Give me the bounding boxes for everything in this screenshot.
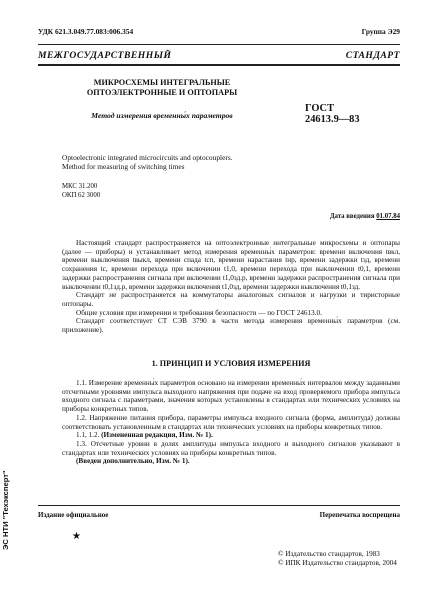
group-code: Группа Э29 — [361, 27, 400, 36]
intro-paragraph-4: Стандарт соответствует СТ СЭВ 3790 в части метода измерения временны́х параметров (см. приложение). — [62, 317, 400, 335]
intro-paragraph-2: Стандарт не распространяется на коммутаторы аналоговых сигналов и нагрузки и тиристорные оптопары. — [62, 291, 400, 308]
clause-1-1: 1.1. Измерение временны́х параметров основано на измерении временны́х интервалов между заданными отсчетными уровнями импульса выходного напряжения при подаче на вход проверяемого прибора импульса входного сигнала с параметрами, значения которых установлены в стандартах или технических условиях на приборы конкретных типов. — [62, 379, 400, 414]
reprint-forbidden: Перепечатка воспрещена — [319, 511, 400, 519]
banner-rule — [38, 64, 400, 66]
title-line-2: ОПТОЭЛЕКТРОННЫЕ И ОПТОПАРЫ — [86, 88, 238, 97]
footer-rule — [38, 505, 400, 506]
english-title-line-1: Optoelectronic integrated microcircuits and optocouplers. — [62, 153, 233, 162]
english-title — [62, 153, 272, 171]
amendment-text: (Измененная редакция, Изм. № 1). — [101, 431, 213, 440]
title-line-1: МИКРОСХЕМЫ ИНТЕГРАЛЬНЫЕ — [93, 78, 231, 87]
intro-paragraph-3: Общие условия при измерении и требования безопасности — по ГОСТ 24613.0. — [76, 308, 322, 317]
top-rule — [38, 44, 400, 45]
okp-code: ОКП 62 3000 — [62, 191, 101, 199]
copyright-1983: © Издательство стандартов, 1983 — [278, 550, 380, 558]
copyright — [278, 550, 397, 568]
clause-1-3: 1.3. Отсчетные уровни в долях амплитуды импульса входного и выходного сигналов указывают в стандартах или технических условиях на приборы конкретных типов. — [62, 439, 400, 457]
side-stamp: ЭС НТИ "Техэксперт" — [1, 470, 10, 550]
gost-code: 24613.9—83 — [305, 114, 360, 125]
section-1-text — [62, 379, 400, 466]
star-icon: ★ — [72, 531, 81, 542]
official-edition: Издание официальное — [38, 511, 109, 519]
clause-1-2: 1.2. Напряжение питания прибора, параметры импульса входного сигнала (форма, амплитуда) должны соответствовать установленным в стандартах или технических условиях на приборы конкретных типов. — [62, 413, 400, 431]
copyright-2004: © ИПК Издательство стандартов, 2004 — [278, 559, 397, 568]
amendment-ref: 1.1, 1.2. — [76, 431, 100, 440]
english-title-line-2: Method for measuring of switching times — [62, 162, 185, 171]
intro-paragraph-1: Настоящий стандарт распространяется на оптоэлектронные интегральные микросхемы и оптопары (далее — приборы) и устанавливает метод измерения временны́х параметров: времени включения tвкл, времени выключения tвыкл, времени спада tсп, времени нарастания tнр, времени задержки tзд, времени сохранения tс, времени перехода при включении t1,0, времени перехода при выключении t0,1, времени задержки распространения сигнала при включении t1,0зд.р, времени задержки распространения сигнала при выключении t0,1зд.р, времени задержки включения t1,0зд, времени задержки выключения t0,1зд. — [62, 239, 400, 291]
doc-subtitle: Метод измерения временны́х параметров — [91, 111, 233, 120]
doc-title — [62, 78, 262, 98]
mks-code: МКС 31.200 — [62, 183, 98, 190]
amendment-note-1 — [62, 431, 400, 440]
date-value: 01.07.84 — [376, 213, 400, 220]
addition-text: (Введен дополнительно, Изм. № 1). — [76, 457, 190, 466]
gost-number — [305, 103, 360, 125]
date-label: Дата введения — [329, 213, 375, 220]
effective-date — [330, 213, 400, 220]
standard-banner: МЕЖГОСУДАРСТВЕННЫЙ СТАНДАРТ — [38, 50, 400, 61]
amendment-note-2 — [62, 457, 400, 466]
udk-code: УДК 621.3.049.77.083:006.354 — [38, 27, 134, 36]
gost-label: ГОСТ — [305, 103, 334, 114]
classification-codes — [62, 183, 100, 200]
intro-text — [62, 239, 400, 335]
section-1-heading: 1. ПРИНЦИП И УСЛОВИЯ ИЗМЕРЕНИЯ — [151, 359, 311, 368]
